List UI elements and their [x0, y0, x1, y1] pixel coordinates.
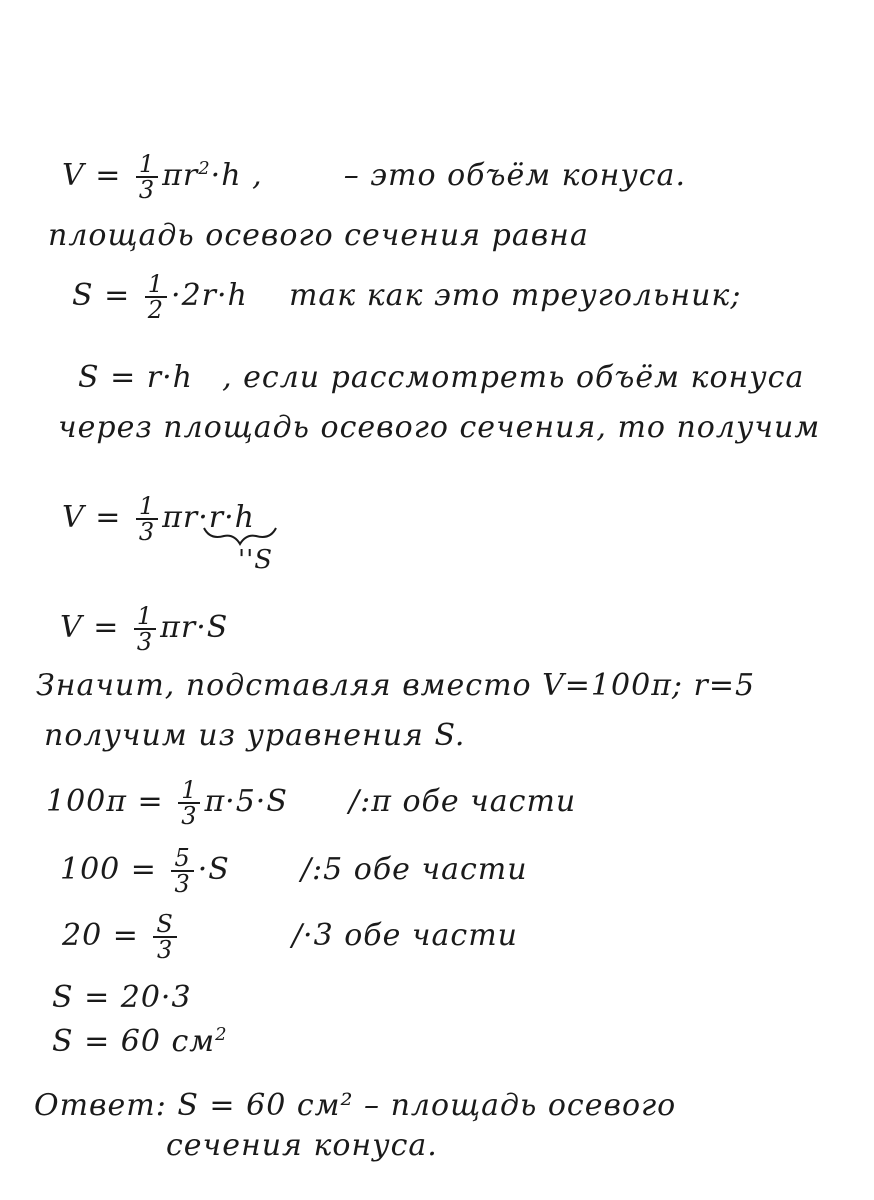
fraction [145, 272, 167, 322]
line-cone-volume-formula [62, 152, 686, 202]
formula-lhs: V = [62, 500, 132, 535]
line-text: /:5 обе части [300, 852, 528, 887]
formula: S = 20·3 [52, 980, 192, 1015]
fraction-numerator: S [153, 912, 176, 938]
fraction-numerator: 1 [145, 272, 167, 298]
line-eq-divide-pi [46, 778, 576, 828]
fraction-denominator: 3 [156, 936, 174, 964]
line-text: площадь осевого сечения равна [48, 218, 589, 253]
line-text: ''S [238, 545, 274, 575]
answer-text: Ответ: S = 60 см² – площадь осевого [34, 1088, 677, 1123]
fraction [136, 494, 158, 544]
line-volume-s [60, 604, 228, 654]
fraction-denominator: 3 [138, 518, 156, 546]
exponent: 2 [215, 1024, 228, 1045]
line-eq-multiply-3 [62, 912, 518, 962]
formula-lhs: 20 = [62, 918, 150, 953]
line-substitute [36, 668, 755, 704]
fraction-numerator: 5 [171, 846, 193, 872]
formula-lhs: 100 = [60, 852, 168, 887]
line-text: получим из уравнения S. [44, 718, 466, 753]
line-text: , если рассмотреть объём конуса [222, 360, 805, 395]
formula-lhs: V = [62, 158, 132, 193]
fraction [171, 846, 193, 896]
fraction-numerator: 1 [136, 152, 158, 178]
line-axial-section-intro [48, 218, 589, 254]
line-answer-continued [166, 1128, 438, 1164]
fraction-numerator: 1 [178, 778, 200, 804]
fraction-numerator: 1 [136, 494, 158, 520]
formula-rest: π·5·S [204, 784, 288, 819]
formula-rest: ·2r·h [171, 278, 248, 313]
formula [72, 270, 258, 324]
line-area-triangle [72, 272, 741, 322]
line-answer [34, 1088, 676, 1124]
line-text: – это объём конуса. [343, 158, 686, 193]
formula [62, 910, 191, 964]
formula: S = r·h [78, 360, 193, 395]
fraction-denominator: 3 [138, 176, 156, 204]
formula-rest: πr·S [160, 610, 229, 645]
formula-lhs: S = [72, 278, 141, 313]
fraction [134, 604, 156, 654]
line-eq-divide-5 [60, 846, 528, 896]
line-text: через площадь осевого сечения, то получим [58, 410, 821, 445]
formula-lhs: 100π = [46, 784, 175, 819]
formula [46, 776, 298, 830]
line-text: /:π обе части [349, 784, 577, 819]
formula: S = 60 см [52, 1024, 216, 1059]
line-s-result [52, 1024, 228, 1060]
exponent: 2 [198, 158, 211, 179]
formula-rest: πr [162, 158, 199, 193]
answer-text-continued: сечения конуса. [166, 1128, 438, 1163]
fraction-numerator: 1 [134, 604, 156, 630]
line-area-rh [78, 360, 804, 396]
fraction-denominator: 3 [181, 802, 198, 830]
underbrace-label [238, 542, 273, 578]
fraction-denominator: 3 [136, 628, 154, 656]
fraction [153, 912, 176, 962]
fraction [136, 152, 158, 202]
formula-rest: πr·r·h [162, 500, 255, 535]
line-get-s [44, 718, 465, 754]
line-text: так как это треугольник; [288, 278, 742, 313]
line-through-area [58, 410, 820, 446]
formula [62, 150, 273, 204]
fraction-denominator: 2 [147, 296, 165, 324]
formula-rest: ·S [197, 852, 230, 887]
line-text: /·3 обе части [291, 918, 518, 953]
formula [60, 844, 240, 898]
formula-tail: ·h , [210, 158, 263, 193]
fraction-denominator: 3 [174, 870, 191, 898]
formula-lhs: V = [60, 610, 130, 645]
line-s-product [52, 980, 192, 1016]
fraction [178, 778, 200, 828]
formula [60, 602, 229, 656]
line-text: Значит, подставляя вместо V=100π; r=5 [36, 668, 756, 703]
